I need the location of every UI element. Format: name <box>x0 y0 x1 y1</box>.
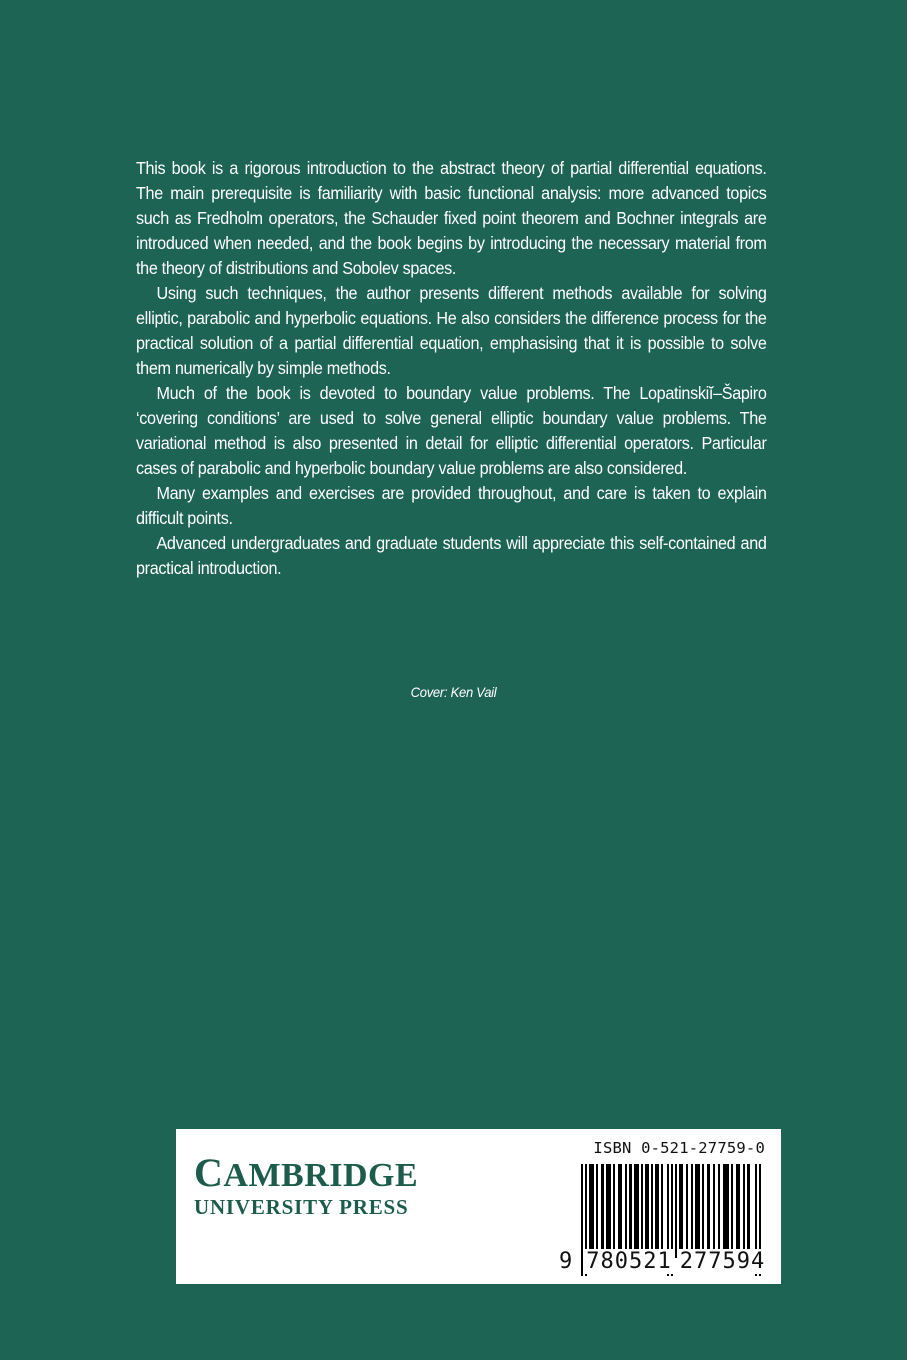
ean-first-digit: 9 <box>559 1249 574 1274</box>
blurb-paragraph: Many examples and exercises are provided throughout, and care is taken to explain difficult points. <box>136 483 767 528</box>
ean-left-group: 780521 <box>586 1249 672 1274</box>
logo-wordmark <box>194 1150 419 1195</box>
blurb-paragraph: This book is a rigorous introduction to the abstract theory of partial differential equations. The main prerequisite is familiarity with basic functional analysis: more advanced topics such as Fredholm operators, the Schauder fixed point theorem and Bochner integrals are introduced when needed, and the book begins by introducing the necessary material from the theory of distributions and Sobolev spaces. <box>136 158 767 278</box>
isbn-label: ISBN 0-521-27759-0 <box>593 1139 765 1157</box>
cover-credit: Cover: Ken Vail <box>410 684 497 700</box>
blurb-paragraph: Advanced undergraduates and graduate students will appreciate this self-contained and practical introduction. <box>136 533 767 578</box>
back-cover-blurb <box>136 156 767 581</box>
blurb-paragraph: Much of the book is devoted to boundary value problems. The Lopatinskiĭ–Šapiro ‘covering conditions’ are used to solve general elliptic boundary value problems. The variational method is also presented in detail for elliptic differential operators. Particular cases of parabolic and hyperbolic boundary value problems are also considered. <box>136 383 767 478</box>
logo-rest: AMBRIDGE <box>223 1157 419 1194</box>
logo-initial: C <box>194 1150 224 1195</box>
ean-digits <box>559 1249 766 1274</box>
logo-subtitle: UNIVERSITY PRESS <box>194 1195 409 1219</box>
publisher-panel <box>176 1129 781 1284</box>
cambridge-logo <box>194 1150 419 1220</box>
blurb-paragraph: Using such techniques, the author presents different methods available for solving elliptic, parabolic and hyperbolic equations. He also considers the difference process for the practical solution of a partial differential equation, emphasising that it is possible to solve them numerically by simple methods. <box>136 283 767 378</box>
ean-right-group: 277594 <box>679 1249 766 1274</box>
